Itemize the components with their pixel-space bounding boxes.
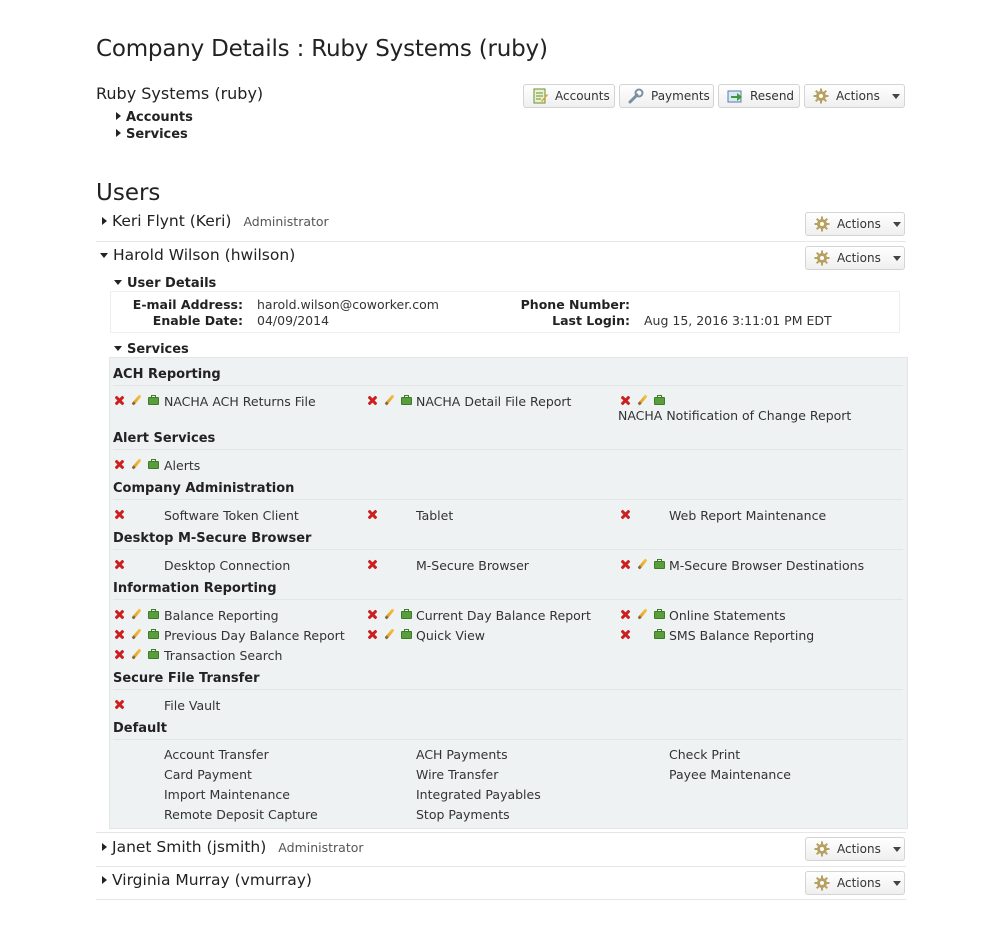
briefcase-icon[interactable] — [148, 459, 159, 469]
service-item: NACHA ACH Returns File — [164, 394, 316, 409]
briefcase-icon[interactable] — [148, 649, 159, 659]
category-desktop-msecure: Desktop M-Secure Browser — [113, 531, 312, 546]
remove-icon[interactable] — [621, 610, 630, 619]
remove-icon[interactable] — [368, 560, 377, 569]
users-title: Users — [96, 180, 161, 206]
expand-arrow-icon — [102, 876, 107, 884]
remove-icon[interactable] — [115, 460, 124, 469]
briefcase-icon[interactable] — [654, 559, 665, 569]
collapse-arrow-icon — [114, 346, 122, 351]
email-label: E-mail Address: — [132, 297, 243, 312]
expand-arrow-icon — [102, 217, 107, 225]
page-title: Company Details : Ruby Systems (ruby) — [96, 36, 548, 62]
service-item: Alerts — [164, 458, 201, 473]
remove-icon[interactable] — [368, 510, 377, 519]
user-row — [96, 866, 906, 900]
service-item: NACHA Detail File Report — [416, 394, 572, 409]
service-item: M-Secure Browser Destinations — [669, 558, 865, 573]
service-item: Quick View — [416, 628, 485, 643]
edit-pencil-icon[interactable] — [131, 459, 142, 470]
briefcase-icon[interactable] — [401, 629, 412, 639]
user-toggle[interactable]: Harold Wilson (hwilson) — [100, 246, 295, 264]
divider — [113, 739, 903, 740]
category-alert-services: Alert Services — [113, 431, 216, 446]
edit-pencil-icon[interactable] — [131, 629, 142, 640]
service-item: Card Payment — [164, 767, 252, 782]
enable-date-label: Enable Date: — [152, 313, 243, 328]
divider — [113, 499, 903, 500]
services-toggle[interactable]: Services — [114, 342, 189, 357]
remove-icon[interactable] — [115, 510, 124, 519]
remove-icon[interactable] — [621, 396, 630, 405]
company-name: Ruby Systems (ruby) — [96, 84, 264, 103]
remove-icon[interactable] — [621, 630, 630, 639]
user-actions-button[interactable]: Actions — [805, 246, 905, 270]
edit-pencil-icon[interactable] — [637, 395, 648, 406]
briefcase-icon[interactable] — [148, 629, 159, 639]
user-actions-button[interactable]: Actions — [805, 871, 905, 895]
user-toggle[interactable]: Virginia Murray (vmurray) — [102, 871, 312, 889]
category-secure-file-transfer: Secure File Transfer — [113, 671, 260, 686]
company-link-services[interactable]: Services — [116, 127, 188, 142]
edit-pencil-icon[interactable] — [384, 395, 395, 406]
service-item: Stop Payments — [416, 807, 510, 822]
user-toggle[interactable]: Keri Flynt (Keri) Administrator — [102, 212, 329, 230]
user-row — [96, 208, 906, 242]
divider — [113, 385, 903, 386]
service-item: Integrated Payables — [416, 787, 541, 802]
briefcase-icon[interactable] — [654, 395, 665, 405]
resend-icon — [727, 88, 743, 104]
remove-icon[interactable] — [368, 630, 377, 639]
expand-arrow-icon — [116, 112, 121, 120]
service-item: ACH Payments — [416, 747, 508, 762]
service-item: M-Secure Browser — [416, 558, 529, 573]
user-toggle[interactable]: Janet Smith (jsmith) Administrator — [102, 838, 364, 856]
phone-label: Phone Number: — [520, 297, 630, 312]
remove-icon[interactable] — [115, 560, 124, 569]
last-login-label: Last Login: — [552, 313, 630, 328]
service-item: Web Report Maintenance — [669, 508, 827, 523]
edit-pencil-icon[interactable] — [131, 395, 142, 406]
company-link-accounts[interactable]: Accounts — [116, 110, 193, 125]
service-item: Import Maintenance — [164, 787, 290, 802]
service-item: Online Statements — [669, 608, 786, 623]
edit-pencil-icon[interactable] — [131, 649, 142, 660]
last-login-value: Aug 15, 2016 3:11:01 PM EDT — [644, 313, 832, 328]
remove-icon[interactable] — [115, 610, 124, 619]
briefcase-icon[interactable] — [654, 629, 665, 639]
briefcase-icon[interactable] — [654, 609, 665, 619]
collapse-arrow-icon — [100, 253, 108, 258]
remove-icon[interactable] — [115, 396, 124, 405]
service-item: Desktop Connection — [164, 558, 291, 573]
service-item: NACHA Notification of Change Report — [618, 408, 852, 423]
service-item: Account Transfer — [164, 747, 269, 762]
chevron-down-icon — [893, 256, 901, 261]
service-item: Wire Transfer — [416, 767, 499, 782]
divider — [113, 449, 903, 450]
gear-icon — [813, 88, 829, 104]
edit-pencil-icon[interactable] — [637, 559, 648, 570]
remove-icon[interactable] — [621, 510, 630, 519]
remove-icon[interactable] — [368, 396, 377, 405]
chevron-down-icon — [893, 881, 901, 886]
expand-arrow-icon — [102, 843, 107, 851]
category-company-administration: Company Administration — [113, 481, 295, 496]
edit-pencil-icon[interactable] — [384, 629, 395, 640]
email-value: harold.wilson@coworker.com — [257, 297, 439, 312]
gear-icon — [814, 841, 830, 857]
chevron-down-icon — [893, 222, 901, 227]
remove-icon[interactable] — [115, 650, 124, 659]
user-actions-button[interactable]: Actions — [805, 212, 905, 236]
service-item: Check Print — [669, 747, 741, 762]
gear-icon — [814, 250, 830, 266]
service-item: Payee Maintenance — [669, 767, 791, 782]
gear-icon — [814, 875, 830, 891]
divider — [113, 549, 903, 550]
chevron-down-icon — [893, 847, 901, 852]
service-item: Transaction Search — [164, 648, 283, 663]
service-item: Software Token Client — [164, 508, 299, 523]
wrench-icon — [628, 88, 644, 104]
remove-icon[interactable] — [621, 560, 630, 569]
service-item: Tablet — [416, 508, 454, 523]
user-details-toggle[interactable]: User Details — [114, 276, 216, 291]
service-item: Current Day Balance Report — [416, 608, 591, 623]
remove-icon[interactable] — [115, 630, 124, 639]
category-information-reporting: Information Reporting — [113, 581, 277, 596]
company-actions-button[interactable]: Actions — [804, 84, 905, 108]
service-item: Remote Deposit Capture — [164, 807, 318, 822]
divider — [113, 689, 903, 690]
payments-button[interactable]: Payments — [619, 84, 714, 108]
enable-date-value: 04/09/2014 — [257, 313, 330, 328]
remove-icon[interactable] — [115, 700, 124, 709]
briefcase-icon[interactable] — [148, 395, 159, 405]
briefcase-icon[interactable] — [401, 395, 412, 405]
accounts-button[interactable]: Accounts — [523, 84, 615, 108]
service-item: Balance Reporting — [164, 608, 279, 623]
remove-icon[interactable] — [368, 610, 377, 619]
service-item: Previous Day Balance Report — [164, 628, 345, 643]
category-ach-reporting: ACH Reporting — [113, 367, 221, 382]
user-actions-button[interactable]: Actions — [805, 837, 905, 861]
category-default: Default — [113, 721, 167, 736]
user-row — [96, 832, 906, 867]
accounts-ledger-icon — [532, 88, 548, 104]
gear-icon — [814, 216, 830, 232]
divider — [113, 599, 903, 600]
resend-button[interactable]: Resend — [718, 84, 800, 108]
collapse-arrow-icon — [114, 280, 122, 285]
briefcase-icon[interactable] — [148, 609, 159, 619]
edit-pencil-icon[interactable] — [637, 609, 648, 620]
expand-arrow-icon — [116, 129, 121, 137]
edit-pencil-icon[interactable] — [131, 609, 142, 620]
service-item: File Vault — [164, 698, 221, 713]
service-item: SMS Balance Reporting — [669, 628, 815, 643]
edit-pencil-icon[interactable] — [384, 609, 395, 620]
briefcase-icon[interactable] — [401, 609, 412, 619]
chevron-down-icon — [892, 94, 900, 99]
